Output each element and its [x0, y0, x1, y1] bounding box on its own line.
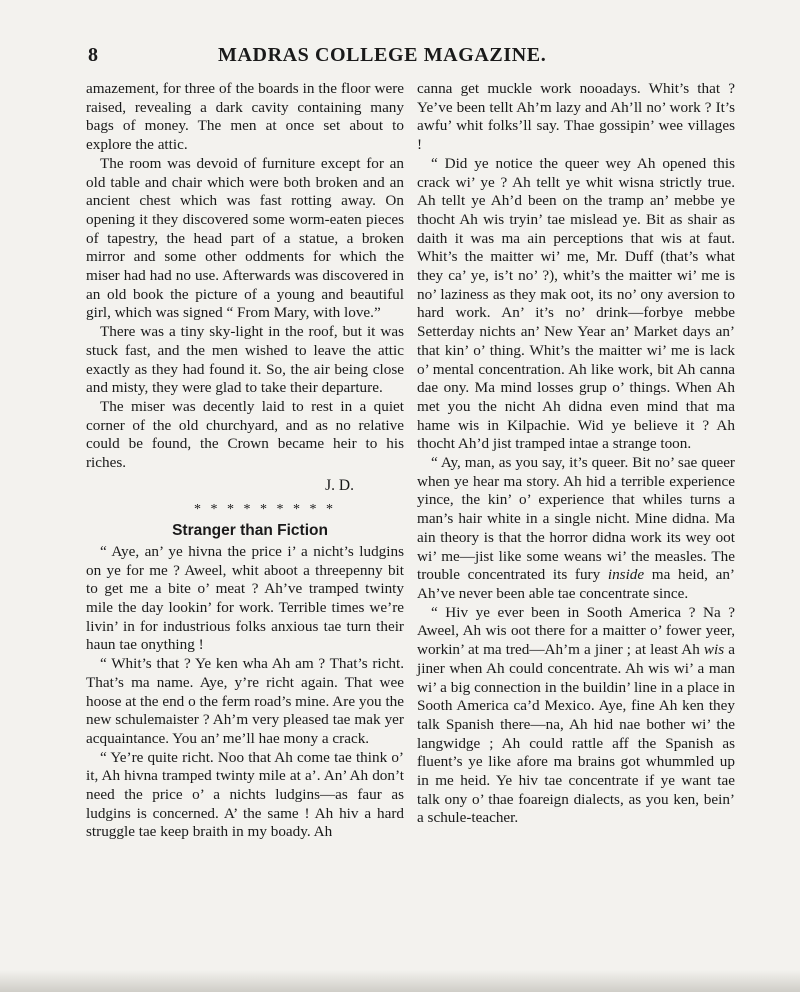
left-column	[86, 80, 404, 842]
paragraph: There was a tiny sky-light in the roof, but it was stuck fast, and the men wished to leave the attic exactly as they had found it. So, the air being close and misty, they were glad to take their departure.	[86, 323, 404, 397]
article-title: Stranger than Fiction	[172, 522, 328, 540]
section-separator: * * * * * * * * *	[194, 502, 336, 518]
paragraph: “ Whit’s that ? Ye ken wha Ah am ? That’s richt. That’s ma name. Aye, y’re richt again. That wee hoose at the end o the ferm road’s mine. Are you the new schulemaister ? Ah’m very pleased tae mak yer acquaintance. You an’ me’ll hae mony a crack.	[86, 655, 405, 747]
text-run: a jiner when Ah could concentrate. Ah wis wi’ a man wi’ a big connection in the buildin’ line in a place in Sooth America ca’d Mexico. Aye, fine Ah ken they talk Spanish there—na, Ah hid nae bother wi’ the langwidge ; Ah could rattle aff the Spanish as fluent’s ye like afore ma brains got whummled up in me heid. Ye hiv tae concentrate if ye want tae talk ony o’ thae foareign dialects, as you ken, bein’ a schule-teacher.	[417, 641, 735, 827]
paragraph: The room was devoid of furniture except for an old table and chair which were both broken and an ancient chest which was fast rotting away. On opening it they discovered some worm-eaten pieces of tapestry, the head part of a statue, a broken mirror and some other oddments for which the miser had had no use. Afterwards was discovered in an old book the picture of a young and beautiful girl, which was signed “ From Mary, with love.”	[86, 154, 404, 322]
right-column	[417, 80, 735, 828]
running-title: MADRAS COLLEGE MAGAZINE.	[218, 44, 547, 66]
paragraph	[417, 454, 735, 604]
paragraph: The miser was decently laid to rest in a quiet corner of the old churchyard, and as no relative could be found, the Crown became heir to his riches.	[86, 397, 404, 472]
paragraph: “ Ye’re quite richt. Noo that Ah come tae think o’ it, Ah hivna tramped twinty mile at a’. An’ Ah don’t need the price o’ a nichts ludgins—as faur as ludgins is concerned. A’ the same ! Ah hiv a hard struggle tae keep braith in my boady. Ah	[86, 748, 404, 841]
paragraph: “ Did ye notice the queer wey Ah opened this crack wi’ ye ? Ah tellt ye whit wisna strictly true. Ah tellt ye Ah’d been on the tramp an’ mebbe ye thocht Ah wis tryin’ tae mislead ye. Bit as shair as daith it was ma ain perceptions that wis at faut. Whit’s the maitter wi’ me, Mr. Duff (that’s what they ca’ ye, is’t no’ ?), whit’s the maitter wi’ me is no’ laziness as they mak oot, its no’ ony aversion to hard work. An’ it’s no’ drink—forbye mebbe Setterday nichts an’ New Year an’ Market days an’ that kin’ o’ thing. Whit’s the maitter wi’ me is lack o’ mental concentration. Ah like work, bit Ah canna dae ony. Ma mind losses grup o’ things. When Ah met you the nicht Ah didna even mind that ma hame wis in Kilpachie. Wid ye believe it ? Ah thocht Ah’d jist tramped intae a strange toon.	[417, 154, 735, 453]
paragraph: amazement, for three of the boards in the floor were raised, revealing a dark cavity containing many bags of money. The men at once set about to explore the attic.	[86, 80, 404, 154]
page-header	[88, 40, 776, 68]
author-signature: J. D.	[325, 476, 354, 494]
page-number: 8	[88, 44, 98, 66]
text-run: “ Hiv ye ever been in Sooth America ? Na ? Aweel, Ah wis oot there for a maitter o’ fower yeer, workin’ at ma tred—Ah’m a jiner ; at least Ah	[417, 603, 735, 659]
text-run: “ Ay, man, as you say, it’s queer. Bit no’ sae queer when ye hear ma story. Ah hid a terrible experience yince, the kin’ o’ experience that whiles turns a man’s hair white in a single nicht. Mine didna. Ma ain theory is that the horror didna work its wey oot wi’ me—jist like some weans wi’ the measles. The trouble concentrated its fury	[417, 454, 735, 584]
paragraph: “ Aye, an’ ye hivna the price i’ a nicht’s ludgins on ye for me ? Aweel, whit aboot a threepenny bit to get me a bite o’ meat ? Ah’ve tramped twinty mile the day lookin’ for work. Terrible times we’re livin’ in for industrious folks anxious tae turn their haun tae onything !	[86, 542, 404, 654]
text-run: ma heid, an’ Ah’ve never been able tae concentrate since.	[417, 566, 735, 602]
emphasis: wis	[703, 641, 725, 659]
emphasis: inside	[607, 566, 645, 584]
paragraph: canna get muckle work nooadays. Whit’s that ? Ye’ve been tellt Ah’m lazy and Ah’ll no’ work ? It’s awfu’ whit folks’ll say. Thae gossipin’ wee villages !	[417, 80, 735, 154]
paragraph	[417, 604, 735, 828]
